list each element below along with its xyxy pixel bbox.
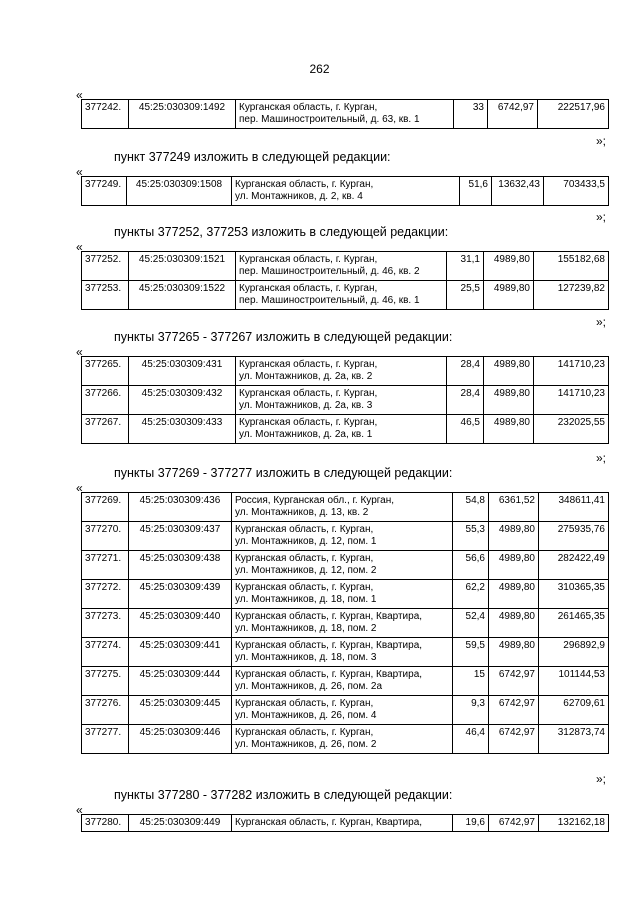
address-cell (236, 357, 447, 386)
area-cell: 46,4 (453, 725, 489, 754)
table-row (82, 609, 609, 638)
cadastral-number: 45:25:030309:440 (129, 609, 232, 638)
address-cell (232, 638, 453, 667)
opening-quote: « (76, 165, 83, 179)
opening-quote: « (76, 345, 83, 359)
cost-cell: 261465,35 (539, 609, 609, 638)
cadastral-number: 45:25:030309:449 (129, 815, 232, 832)
amendment-intro: пункты 377265 - 377267 изложить в следующей редакции: (114, 330, 453, 344)
rate-cell: 6742,97 (489, 815, 539, 832)
table-block-4 (81, 356, 609, 444)
address-line-2: ул. Монтажников, д. 12, пом. 2 (235, 565, 377, 576)
address-cell (232, 667, 453, 696)
cadastral-number: 45:25:030309:1521 (129, 252, 236, 281)
cadastral-number: 45:25:030309:438 (129, 551, 232, 580)
address-line-1: Курганская область, г. Курган, Квартира, (235, 640, 423, 651)
closing-quote: »; (596, 210, 607, 224)
cadastral-number: 45:25:030309:436 (129, 493, 232, 522)
rate-cell: 4989,80 (484, 252, 534, 281)
area-cell: 56,6 (453, 551, 489, 580)
table-row (82, 357, 609, 386)
cost-cell: 132162,18 (539, 815, 609, 832)
address-line-2: ул. Монтажников, д. 18, пом. 2 (235, 623, 377, 634)
address-cell (232, 522, 453, 551)
rate-cell: 6742,97 (489, 696, 539, 725)
row-number: 377274. (82, 638, 129, 667)
address-cell (236, 415, 447, 444)
table-row (82, 252, 609, 281)
rate-cell: 4989,80 (484, 386, 534, 415)
area-cell: 54,8 (453, 493, 489, 522)
address-cell (236, 252, 447, 281)
address-line-2: ул. Монтажников, д. 12, пом. 1 (235, 536, 377, 547)
table-block-6 (81, 814, 609, 832)
cost-cell: 232025,55 (534, 415, 609, 444)
address-line-1: Курганская область, г. Курган, (235, 727, 374, 738)
rate-cell: 13632,43 (492, 177, 544, 206)
area-cell: 28,4 (447, 386, 484, 415)
cost-cell: 141710,23 (534, 357, 609, 386)
row-number: 377272. (82, 580, 129, 609)
table-row (82, 493, 609, 522)
amendment-intro: пункты 377280 - 377282 изложить в следующей редакции: (114, 788, 453, 802)
cost-cell: 141710,23 (534, 386, 609, 415)
opening-quote: « (76, 803, 83, 817)
rate-cell: 6742,97 (488, 100, 538, 129)
table-block-1 (81, 99, 609, 129)
rate-cell: 4989,80 (484, 415, 534, 444)
address-cell (232, 580, 453, 609)
area-cell: 31,1 (447, 252, 484, 281)
table-row (82, 177, 609, 206)
address-cell (236, 100, 454, 129)
table-row (82, 815, 609, 832)
address-cell (232, 493, 453, 522)
address-line-1: Курганская область, г. Курган, Квартира, (235, 669, 423, 680)
table-row (82, 551, 609, 580)
area-cell: 25,5 (447, 281, 484, 310)
cost-cell: 348611,41 (539, 493, 609, 522)
cadastral-number: 45:25:030309:433 (129, 415, 236, 444)
closing-quote: »; (596, 134, 607, 148)
address-line-1: Курганская область, г. Курган, (235, 179, 374, 190)
area-cell: 55,3 (453, 522, 489, 551)
rate-cell: 4989,80 (489, 580, 539, 609)
row-number: 377266. (82, 386, 129, 415)
address-cell (232, 551, 453, 580)
cadastral-number: 45:25:030309:1522 (129, 281, 236, 310)
address-line-2: пер. Машиностроительный, д. 63, кв. 1 (239, 114, 420, 125)
opening-quote: « (76, 88, 83, 102)
address-line-2: ул. Монтажников, д. 26, пом. 2 (235, 739, 377, 750)
address-cell (232, 609, 453, 638)
cost-cell: 310365,35 (539, 580, 609, 609)
address-line-1: Курганская область, г. Курган, Квартира, (235, 611, 423, 622)
table-block-5 (81, 492, 609, 754)
address-line-2: ул. Монтажников, д. 26, пом. 2а (235, 681, 383, 692)
address-cell (232, 696, 453, 725)
address-cell (232, 815, 453, 832)
cadastral-number: 45:25:030309:437 (129, 522, 232, 551)
table-row (82, 100, 609, 129)
table-block-2 (81, 176, 609, 206)
cadastral-number: 45:25:030309:1508 (127, 177, 232, 206)
address-line-1: Курганская область, г. Курган, (239, 359, 378, 370)
address-line-1: Курганская область, г. Курган, (239, 283, 378, 294)
address-line-2: пер. Машиностроительный, д. 46, кв. 1 (239, 295, 420, 306)
amendment-intro: пункты 377252, 377253 изложить в следующей редакции: (114, 225, 449, 239)
row-number: 377253. (82, 281, 129, 310)
address-line-2: ул. Монтажников, д. 26, пом. 4 (235, 710, 377, 721)
address-line-2: ул. Монтажников, д. 2а, кв. 1 (239, 429, 373, 440)
rate-cell: 6742,97 (489, 667, 539, 696)
row-number: 377270. (82, 522, 129, 551)
cost-cell: 127239,82 (534, 281, 609, 310)
cadastral-number: 45:25:030309:432 (129, 386, 236, 415)
row-number: 377269. (82, 493, 129, 522)
closing-quote: »; (596, 772, 607, 786)
address-cell (232, 725, 453, 754)
row-number: 377275. (82, 667, 129, 696)
table-block-3 (81, 251, 609, 310)
address-cell (232, 177, 460, 206)
area-cell: 62,2 (453, 580, 489, 609)
address-line-1: Курганская область, г. Курган, (239, 254, 378, 265)
address-line-1: Курганская область, г. Курган, (239, 388, 378, 399)
closing-quote: »; (596, 451, 607, 465)
rate-cell: 4989,80 (484, 357, 534, 386)
address-line-2: ул. Монтажников, д. 2а, кв. 2 (239, 371, 373, 382)
row-number: 377280. (82, 815, 129, 832)
cost-cell: 703433,5 (544, 177, 609, 206)
row-number: 377249. (82, 177, 127, 206)
rate-cell: 4989,80 (489, 609, 539, 638)
table-row (82, 638, 609, 667)
rate-cell: 4989,80 (489, 522, 539, 551)
cadastral-number: 45:25:030309:446 (129, 725, 232, 754)
cadastral-number: 45:25:030309:444 (129, 667, 232, 696)
table-row (82, 281, 609, 310)
cost-cell: 62709,61 (539, 696, 609, 725)
amendment-intro: пункт 377249 изложить в следующей редакции: (114, 150, 391, 164)
table-row (82, 386, 609, 415)
row-number: 377273. (82, 609, 129, 638)
cost-cell: 312873,74 (539, 725, 609, 754)
cost-cell: 282422,49 (539, 551, 609, 580)
area-cell: 51,6 (460, 177, 492, 206)
row-number: 377267. (82, 415, 129, 444)
address-cell (236, 386, 447, 415)
area-cell: 46,5 (447, 415, 484, 444)
area-cell: 33 (454, 100, 488, 129)
address-line-1: Курганская область, г. Курган, Квартира, (235, 817, 423, 828)
address-line-1: Россия, Курганская обл., г. Курган, (235, 495, 395, 506)
cost-cell: 296892,9 (539, 638, 609, 667)
rate-cell: 4989,80 (489, 551, 539, 580)
rate-cell: 4989,80 (489, 638, 539, 667)
address-line-2: ул. Монтажников, д. 2а, кв. 3 (239, 400, 373, 411)
area-cell: 19,6 (453, 815, 489, 832)
table-row (82, 696, 609, 725)
opening-quote: « (76, 481, 83, 495)
address-line-1: Курганская область, г. Курган, (235, 698, 374, 709)
address-line-1: Курганская область, г. Курган, (235, 582, 374, 593)
rate-cell: 4989,80 (484, 281, 534, 310)
cadastral-number: 45:25:030309:439 (129, 580, 232, 609)
address-line-2: ул. Монтажников, д. 2, кв. 4 (235, 191, 363, 202)
row-number: 377276. (82, 696, 129, 725)
address-line-1: Курганская область, г. Курган, (239, 417, 378, 428)
table-row (82, 580, 609, 609)
area-cell: 28,4 (447, 357, 484, 386)
rate-cell: 6742,97 (489, 725, 539, 754)
area-cell: 52,4 (453, 609, 489, 638)
closing-quote: »; (596, 315, 607, 329)
cost-cell: 155182,68 (534, 252, 609, 281)
rate-cell: 6361,52 (489, 493, 539, 522)
address-line-2: ул. Монтажников, д. 13, кв. 2 (235, 507, 369, 518)
row-number: 377271. (82, 551, 129, 580)
area-cell: 9,3 (453, 696, 489, 725)
cost-cell: 222517,96 (538, 100, 609, 129)
amendment-intro: пункты 377269 - 377277 изложить в следующей редакции: (114, 466, 453, 480)
row-number: 377277. (82, 725, 129, 754)
cadastral-number: 45:25:030309:431 (129, 357, 236, 386)
cost-cell: 275935,76 (539, 522, 609, 551)
table-row (82, 725, 609, 754)
area-cell: 59,5 (453, 638, 489, 667)
cadastral-number: 45:25:030309:1492 (129, 100, 236, 129)
opening-quote: « (76, 240, 83, 254)
cadastral-number: 45:25:030309:445 (129, 696, 232, 725)
table-row (82, 415, 609, 444)
cost-cell: 101144,53 (539, 667, 609, 696)
table-row (82, 522, 609, 551)
table-row (82, 667, 609, 696)
address-cell (236, 281, 447, 310)
address-line-2: пер. Машиностроительный, д. 46, кв. 2 (239, 266, 420, 277)
address-line-1: Курганская область, г. Курган, (235, 524, 374, 535)
area-cell: 15 (453, 667, 489, 696)
page-number: 262 (309, 62, 330, 76)
address-line-1: Курганская область, г. Курган, (239, 102, 378, 113)
row-number: 377265. (82, 357, 129, 386)
address-line-2: ул. Монтажников, д. 18, пом. 1 (235, 594, 377, 605)
cadastral-number: 45:25:030309:441 (129, 638, 232, 667)
address-line-2: ул. Монтажников, д. 18, пом. 3 (235, 652, 377, 663)
row-number: 377242. (82, 100, 129, 129)
row-number: 377252. (82, 252, 129, 281)
address-line-1: Курганская область, г. Курган, (235, 553, 374, 564)
